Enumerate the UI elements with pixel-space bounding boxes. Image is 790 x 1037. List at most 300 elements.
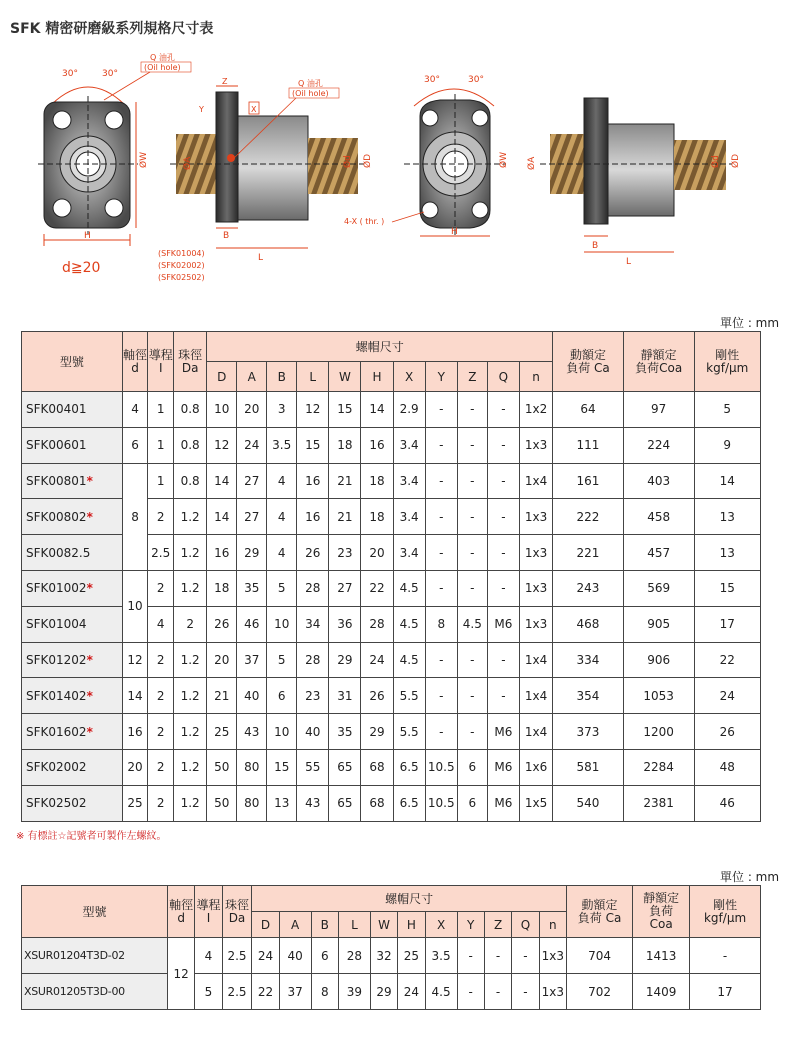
static-load-cell: 1053 xyxy=(623,678,694,714)
nut-dim-cell: 24 xyxy=(361,642,393,678)
nut-dim-cell: - xyxy=(425,714,457,750)
left-thread-mark: * xyxy=(86,473,93,488)
header-col-y: Y xyxy=(425,362,457,392)
nut-dim-cell: 15 xyxy=(297,427,329,463)
header-col-y: Y xyxy=(457,912,484,938)
lead-cell: 1 xyxy=(148,427,174,463)
header-col-d: D xyxy=(207,362,237,392)
nut-dim-cell: 10.5 xyxy=(425,749,457,785)
nut-dim-cell: 29 xyxy=(329,642,361,678)
nut-dim-cell: 15 xyxy=(329,392,361,428)
nut-dim-cell: 10 xyxy=(267,606,297,642)
dynamic-load-cell: 581 xyxy=(553,749,624,785)
svg-text:30°: 30° xyxy=(468,75,484,85)
nut-dim-cell: 12 xyxy=(297,392,329,428)
nut-dim-cell: 32 xyxy=(370,938,397,974)
svg-text:ØW: ØW xyxy=(499,152,509,168)
nut-dim-cell: 3.4 xyxy=(393,535,425,571)
dynamic-load-cell: 161 xyxy=(553,463,624,499)
header-lead: 導程 I xyxy=(148,332,174,392)
nut-dim-cell: 1x3 xyxy=(519,570,552,606)
nut-dim-cell: 68 xyxy=(361,785,393,821)
nut-dim-cell: 1x3 xyxy=(519,427,552,463)
svg-text:Q 油孔: Q 油孔 xyxy=(150,53,175,62)
dynamic-load-cell: 373 xyxy=(553,714,624,750)
table-row xyxy=(22,974,761,1010)
rigidity-cell: 17 xyxy=(690,974,761,1010)
model-name: SFK0082.5 xyxy=(26,545,91,560)
nut-dim-cell: - xyxy=(487,427,519,463)
nut-dim-cell: 3.5 xyxy=(425,938,457,974)
lead-cell: 4 xyxy=(148,606,174,642)
left-thread-mark: * xyxy=(86,652,93,667)
header-col-n: n xyxy=(539,912,566,938)
model-name: SFK01602 xyxy=(26,724,87,739)
nut-dim-cell: 18 xyxy=(207,570,237,606)
nut-dim-cell: 50 xyxy=(207,749,237,785)
ball-diameter-cell: 1.2 xyxy=(174,785,207,821)
nut-dim-cell: 25 xyxy=(207,714,237,750)
nut-dim-cell: 2.9 xyxy=(393,392,425,428)
header-ball: 珠徑 Da xyxy=(222,886,252,938)
header-col-l: L xyxy=(338,912,370,938)
rigidity-cell: 15 xyxy=(694,570,761,606)
left-thread-mark: * xyxy=(86,509,93,524)
static-load-cell: 569 xyxy=(623,570,694,606)
ball-diameter-cell: 1.2 xyxy=(174,714,207,750)
nut-dim-cell: - xyxy=(457,392,487,428)
header-nut: 螺帽尺寸 xyxy=(252,886,567,912)
ball-diameter-cell: 1.2 xyxy=(174,570,207,606)
nut-dim-cell: 65 xyxy=(329,785,361,821)
header-nut: 螺帽尺寸 xyxy=(207,332,553,362)
lead-cell: 2 xyxy=(148,499,174,535)
nut-dim-cell: - xyxy=(457,570,487,606)
nut-dim-cell: 4.5 xyxy=(425,974,457,1010)
nut-dim-cell: 16 xyxy=(297,499,329,535)
nut-dim-cell: - xyxy=(487,392,519,428)
ball-diameter-cell: 1.2 xyxy=(174,535,207,571)
nut-dim-cell: - xyxy=(425,499,457,535)
nut-dim-cell: M6 xyxy=(487,749,519,785)
page-title: SFK 精密研磨級系列規格尺寸表 xyxy=(10,21,214,37)
nut-dim-cell: - xyxy=(457,535,487,571)
table-row xyxy=(22,570,761,606)
svg-text:(Oil hole): (Oil hole) xyxy=(292,89,329,98)
spec-table-xsur xyxy=(21,885,761,1010)
nut-dim-cell: 6 xyxy=(267,678,297,714)
nut-dim-cell: 3.4 xyxy=(393,499,425,535)
nut-dim-cell: 10.5 xyxy=(425,785,457,821)
shaft-diameter-cell: 8 xyxy=(122,463,148,570)
dynamic-load-cell: 111 xyxy=(553,427,624,463)
ball-diameter-cell: 2.5 xyxy=(222,974,252,1010)
ball-diameter-cell: 1.2 xyxy=(174,678,207,714)
nut-dim-cell: 26 xyxy=(207,606,237,642)
model-name: SFK00802 xyxy=(26,509,87,524)
angle-label: 30° xyxy=(102,69,118,79)
rigidity-cell: 26 xyxy=(694,714,761,750)
header-col-a: A xyxy=(237,362,267,392)
nut-dim-cell: 40 xyxy=(237,678,267,714)
header-col-n: n xyxy=(519,362,552,392)
nut-dim-cell: 65 xyxy=(329,749,361,785)
static-load-cell: 1413 xyxy=(633,938,690,974)
nut-dim-cell: 3.4 xyxy=(393,427,425,463)
model-cell xyxy=(22,427,123,463)
nut-dim-cell: 1x3 xyxy=(539,974,566,1010)
header-rigidity: 剛性 kgf/μm xyxy=(694,332,761,392)
table-row xyxy=(22,678,761,714)
table-row xyxy=(22,463,761,499)
nut-dim-cell: 55 xyxy=(297,749,329,785)
header-col-q: Q xyxy=(487,362,519,392)
svg-text:(SFK01004): (SFK01004) xyxy=(158,249,205,258)
nut-dim-cell: 68 xyxy=(361,749,393,785)
header-rigidity: 剛性 kgf/μm xyxy=(690,886,761,938)
svg-text:ØW: ØW xyxy=(139,152,149,168)
nut-dim-cell: 1x6 xyxy=(519,749,552,785)
nut-dim-cell: 46 xyxy=(237,606,267,642)
nut-dim-cell: - xyxy=(457,463,487,499)
header-col-z: Z xyxy=(457,362,487,392)
model-cell xyxy=(22,785,123,821)
nut-dim-cell: - xyxy=(425,392,457,428)
svg-text:Y: Y xyxy=(199,105,204,114)
model-name: SFK01004 xyxy=(26,617,87,632)
nut-dim-cell: 6 xyxy=(457,785,487,821)
svg-text:Q 油孔: Q 油孔 xyxy=(298,79,323,88)
lead-cell: 2 xyxy=(148,749,174,785)
svg-text:Z: Z xyxy=(222,77,228,86)
ball-diameter-cell: 1.2 xyxy=(174,749,207,785)
header-col-d: D xyxy=(252,912,279,938)
nut-dim-cell: 28 xyxy=(338,938,370,974)
header-ball: 珠徑 Da xyxy=(174,332,207,392)
model-cell xyxy=(22,678,123,714)
nut-dim-cell: 26 xyxy=(361,678,393,714)
dynamic-load-cell: 334 xyxy=(553,642,624,678)
nut-dim-cell: 10 xyxy=(207,392,237,428)
ball-diameter-cell: 0.8 xyxy=(174,427,207,463)
svg-text:L: L xyxy=(626,257,632,267)
model-name: SFK01402 xyxy=(26,688,87,703)
nut-dim-cell: - xyxy=(487,678,519,714)
nut-dim-cell: 80 xyxy=(237,749,267,785)
lead-cell: 4 xyxy=(195,938,222,974)
nut-dim-cell: 4 xyxy=(267,463,297,499)
static-load-cell: 2381 xyxy=(623,785,694,821)
nut-dim-cell: - xyxy=(425,535,457,571)
nut-dim-cell: 8 xyxy=(425,606,457,642)
nut-dim-cell: 23 xyxy=(297,678,329,714)
nut-dim-cell: 40 xyxy=(279,938,311,974)
svg-text:Ød: Ød xyxy=(343,155,353,168)
model-cell: XSUR01204T3D-02 xyxy=(22,938,168,974)
shaft-diameter-cell: 14 xyxy=(122,678,148,714)
nut-dim-cell: 22 xyxy=(361,570,393,606)
nut-dim-cell: M6 xyxy=(487,714,519,750)
model-name: SFK00601 xyxy=(26,438,87,453)
nut-dim-cell: 24 xyxy=(237,427,267,463)
nut-dim-cell: 27 xyxy=(329,570,361,606)
nut-dim-cell: - xyxy=(484,938,511,974)
svg-text:ØA: ØA xyxy=(183,156,193,170)
nut-dim-cell: - xyxy=(457,938,484,974)
rigidity-cell: 14 xyxy=(694,463,761,499)
svg-text:H: H xyxy=(84,231,91,241)
nut-dim-cell: - xyxy=(425,570,457,606)
lead-cell: 2 xyxy=(148,570,174,606)
shaft-diameter-cell: 10 xyxy=(122,570,148,642)
table-row xyxy=(22,642,761,678)
nut-dim-cell: 80 xyxy=(237,785,267,821)
nut-dim-cell: 20 xyxy=(237,392,267,428)
nut-dim-cell: 14 xyxy=(361,392,393,428)
table-row xyxy=(22,427,761,463)
nut-dim-cell: - xyxy=(487,642,519,678)
lead-cell: 2.5 xyxy=(148,535,174,571)
thread-label: 4-X ( thr. ) xyxy=(344,217,385,226)
nut-dim-cell: 1x4 xyxy=(519,463,552,499)
nut-dim-cell: 5 xyxy=(267,570,297,606)
svg-text:Ød: Ød xyxy=(711,155,721,168)
nut-dim-cell: 1x4 xyxy=(519,678,552,714)
header-col-a: A xyxy=(279,912,311,938)
rigidity-cell: 46 xyxy=(694,785,761,821)
nut-dim-cell: 28 xyxy=(297,570,329,606)
model-cell xyxy=(22,535,123,571)
table-row xyxy=(22,749,761,785)
table-row xyxy=(22,785,761,821)
nut-dim-cell: 28 xyxy=(297,642,329,678)
dynamic-load-cell: 354 xyxy=(553,678,624,714)
dynamic-load-cell: 64 xyxy=(553,392,624,428)
nut-dim-cell: 10 xyxy=(267,714,297,750)
nut-dim-cell: 3.5 xyxy=(267,427,297,463)
svg-text:X: X xyxy=(251,105,257,114)
nut-dim-cell: 1x5 xyxy=(519,785,552,821)
nut-dim-cell: 43 xyxy=(237,714,267,750)
spec-table-sfk xyxy=(21,331,761,822)
rigidity-cell: 22 xyxy=(694,642,761,678)
dynamic-load-cell: 222 xyxy=(553,499,624,535)
shaft-diameter-cell: 25 xyxy=(122,785,148,821)
shaft-diameter-cell: 16 xyxy=(122,714,148,750)
header-col-q: Q xyxy=(512,912,539,938)
nut-dim-cell: 14 xyxy=(207,499,237,535)
model-cell xyxy=(22,749,123,785)
nut-dim-cell: 1x3 xyxy=(519,606,552,642)
static-load-cell: 1409 xyxy=(633,974,690,1010)
rigidity-cell: 13 xyxy=(694,535,761,571)
shaft-diameter-cell: 12 xyxy=(167,938,194,1010)
nut-dim-cell: 27 xyxy=(237,499,267,535)
nut-dim-cell: 20 xyxy=(207,642,237,678)
shaft-diameter-cell: 12 xyxy=(122,642,148,678)
static-load-cell: 905 xyxy=(623,606,694,642)
nut-dim-cell: 50 xyxy=(207,785,237,821)
header-col-b: B xyxy=(267,362,297,392)
static-load-cell: 2284 xyxy=(623,749,694,785)
nut-dim-cell: - xyxy=(487,463,519,499)
rigidity-cell: 48 xyxy=(694,749,761,785)
ball-diameter-cell: 1.2 xyxy=(174,499,207,535)
nut-dim-cell: 25 xyxy=(398,938,425,974)
model-name: SFK02502 xyxy=(26,796,87,811)
nut-dim-cell: 40 xyxy=(297,714,329,750)
nut-dim-cell: 1x3 xyxy=(519,535,552,571)
side-view-right xyxy=(526,98,741,267)
left-thread-mark: * xyxy=(86,688,93,703)
nut-dim-cell: 16 xyxy=(361,427,393,463)
left-thread-mark: * xyxy=(86,724,93,739)
nut-dim-cell: 4.5 xyxy=(457,606,487,642)
model-cell xyxy=(22,392,123,428)
nut-dim-cell: 29 xyxy=(361,714,393,750)
static-load-cell: 224 xyxy=(623,427,694,463)
header-shaft: 軸徑 d xyxy=(122,332,148,392)
nut-dim-cell: 23 xyxy=(329,535,361,571)
shaft-diameter-cell: 6 xyxy=(122,427,148,463)
ball-diameter-cell: 0.8 xyxy=(174,463,207,499)
lead-cell: 1 xyxy=(148,463,174,499)
nut-dim-cell: 14 xyxy=(207,463,237,499)
left-thread-note: ※ 有標註☆記號者可製作左螺紋。 xyxy=(16,831,167,842)
nut-dim-cell: 8 xyxy=(311,974,338,1010)
nut-dim-cell: - xyxy=(487,535,519,571)
nut-dim-cell: - xyxy=(512,974,539,1010)
nut-dim-cell: 6.5 xyxy=(393,749,425,785)
table-row xyxy=(22,392,761,428)
nut-dim-cell: M6 xyxy=(487,785,519,821)
model-cell: XSUR01205T3D-00 xyxy=(22,974,168,1010)
rigidity-cell: 17 xyxy=(694,606,761,642)
header-col-x: X xyxy=(393,362,425,392)
model-cell xyxy=(22,499,123,535)
nut-dim-cell: 1x2 xyxy=(519,392,552,428)
header-lead: 導程 I xyxy=(195,886,222,938)
model-cell xyxy=(22,570,123,606)
nut-dim-cell: 21 xyxy=(329,499,361,535)
nut-dim-cell: - xyxy=(425,463,457,499)
nut-dim-cell: 37 xyxy=(237,642,267,678)
header-static-load: 靜額定 負荷 Coa xyxy=(633,886,690,938)
rigidity-cell: - xyxy=(690,938,761,974)
ball-diameter-cell: 1.2 xyxy=(174,642,207,678)
nut-dim-cell: 6 xyxy=(311,938,338,974)
svg-text:ØA: ØA xyxy=(527,156,537,170)
svg-text:H: H xyxy=(451,227,458,237)
nut-dim-cell: 4.5 xyxy=(393,570,425,606)
nut-dim-cell: 5.5 xyxy=(393,714,425,750)
rigidity-cell: 9 xyxy=(694,427,761,463)
model-name: SFK02002 xyxy=(26,760,87,775)
nut-dim-cell: - xyxy=(425,642,457,678)
nut-dim-cell: 4.5 xyxy=(393,642,425,678)
header-col-w: W xyxy=(329,362,361,392)
header-static-load: 靜額定 負荷Coa xyxy=(623,332,694,392)
header-col-b: B xyxy=(311,912,338,938)
nut-dim-cell: 4 xyxy=(267,499,297,535)
lead-cell: 2 xyxy=(148,678,174,714)
header-shaft: 軸徑 d xyxy=(167,886,194,938)
nut-dim-cell: - xyxy=(487,499,519,535)
rigidity-cell: 24 xyxy=(694,678,761,714)
nut-dim-cell: 20 xyxy=(361,535,393,571)
dynamic-load-cell: 243 xyxy=(553,570,624,606)
header-col-l: L xyxy=(297,362,329,392)
nut-dim-cell: - xyxy=(457,642,487,678)
shaft-diameter-cell: 20 xyxy=(122,749,148,785)
header-col-z: Z xyxy=(484,912,511,938)
nut-dim-cell: 43 xyxy=(297,785,329,821)
model-cell xyxy=(22,714,123,750)
nut-dim-cell: 28 xyxy=(361,606,393,642)
static-load-cell: 458 xyxy=(623,499,694,535)
header-model: 型號 xyxy=(22,886,168,938)
left-thread-mark: * xyxy=(86,581,93,596)
svg-text:30°: 30° xyxy=(424,75,440,85)
nut-dim-cell: 35 xyxy=(237,570,267,606)
rigidity-cell: 5 xyxy=(694,392,761,428)
nut-dim-cell: 1x3 xyxy=(519,499,552,535)
diameter-condition: d≧20 xyxy=(62,260,101,276)
svg-text:L: L xyxy=(258,253,264,263)
table-row xyxy=(22,714,761,750)
dynamic-load-cell: 702 xyxy=(566,974,632,1010)
header-col-h: H xyxy=(398,912,425,938)
nut-dim-cell: 1x4 xyxy=(519,714,552,750)
model-name: SFK00801 xyxy=(26,473,87,488)
nut-dim-cell: 37 xyxy=(279,974,311,1010)
nut-dim-cell: 3 xyxy=(267,392,297,428)
header-col-h: H xyxy=(361,362,393,392)
table-row xyxy=(22,938,761,974)
header-dynamic-load: 動額定 負荷 Ca xyxy=(566,886,632,938)
nut-dim-cell: - xyxy=(457,714,487,750)
front-view-left xyxy=(38,69,149,276)
nut-dim-cell: 18 xyxy=(361,499,393,535)
nut-dim-cell: 31 xyxy=(329,678,361,714)
nut-dim-cell: 6.5 xyxy=(393,785,425,821)
model-cell xyxy=(22,606,123,642)
nut-dim-cell: - xyxy=(512,938,539,974)
nut-dim-cell: 35 xyxy=(329,714,361,750)
nut-dim-cell: 21 xyxy=(329,463,361,499)
lead-cell: 2 xyxy=(148,785,174,821)
angle-label: 30° xyxy=(62,69,78,79)
nut-dim-cell: 24 xyxy=(252,938,279,974)
nut-dim-cell: M6 xyxy=(487,606,519,642)
header-col-x: X xyxy=(425,912,457,938)
dynamic-load-cell: 540 xyxy=(553,785,624,821)
rigidity-cell: 13 xyxy=(694,499,761,535)
nut-dim-cell: 16 xyxy=(207,535,237,571)
dynamic-load-cell: 468 xyxy=(553,606,624,642)
nut-dim-cell: 22 xyxy=(252,974,279,1010)
nut-dim-cell: 1x3 xyxy=(539,938,566,974)
dynamic-load-cell: 704 xyxy=(566,938,632,974)
static-load-cell: 97 xyxy=(623,392,694,428)
svg-text:(SFK02002): (SFK02002) xyxy=(158,261,205,270)
nut-dim-cell: - xyxy=(425,678,457,714)
nut-dim-cell: 3.4 xyxy=(393,463,425,499)
svg-text:(Oil hole): (Oil hole) xyxy=(144,63,181,72)
nut-dim-cell: 4 xyxy=(267,535,297,571)
nut-dim-cell: - xyxy=(457,427,487,463)
lead-cell: 2 xyxy=(148,642,174,678)
